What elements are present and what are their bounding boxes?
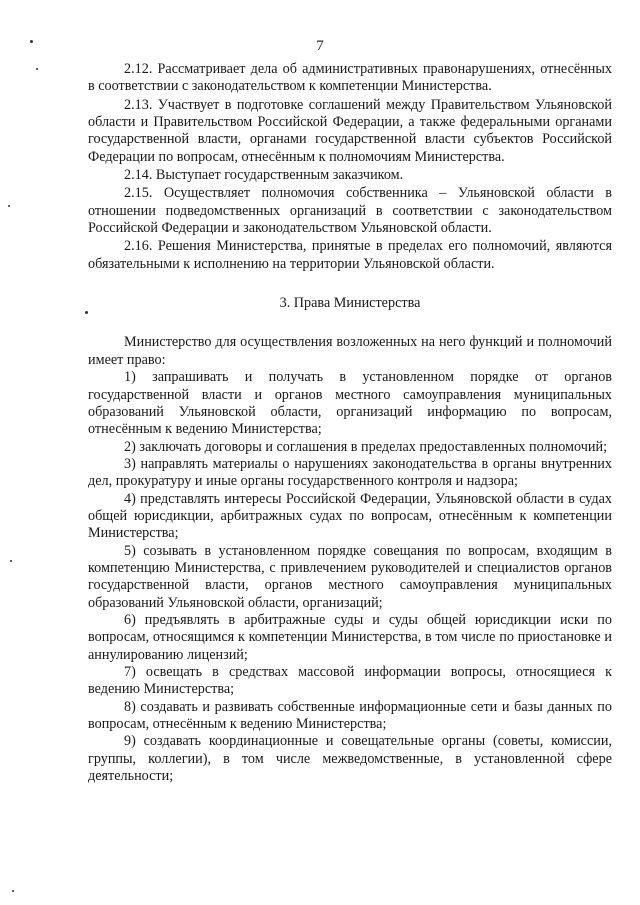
right-item-1: 1) запрашивать и получать в установленном порядке от органов государственной власти и органов местного самоуправления муниципальных образований Ульяновской области, организаций информацию по вопросам, отнесённым к ведению Министерства; [88,369,612,438]
right-item-8: 8) создавать и развивать собственные информационные сети и базы данных по вопросам, отнесённым к ведению Министерства; [88,698,612,733]
right-item-7: 7) освещать в средствах массовой информации вопросы, относящиеся к ведению Министерства; [88,664,612,698]
paragraph-2-16: 2.16. Решения Министерства, принятые в пределах его полномочий, являются обязательными к исполнению на территории Ульяновской области. [88,238,612,272]
right-item-6: 6) предъявлять в арбитражные суды и суды общей юрисдикции иски по вопросам, относящимся к компетенции Министерства, в том числе по приостановке и аннулированию лицензий; [88,611,612,663]
paragraph-2-13: 2.13. Участвует в подготовке соглашений между Правительством Ульяновской области и Правительством Российской Федерации, а также федеральными органами государственной власти, органами государственной власти субъектов Российской Федерации по вопросам, отнесённым к полномочиям Министерства. [88,96,612,165]
paragraph-2-15: 2.15. Осуществляет полномочия собственника – Ульяновской области в отношении подведомственных организаций в соответствии с законодательством Российской Федерации и законодательством Ульяновской области. [88,185,612,237]
right-item-4: 4) представлять интересы Российской Федерации, Ульяновской области в судах общей юрисдикции, арбитражных судах по вопросам, отнесённым к компетенции Министерства; [88,490,612,542]
right-item-2: 2) заключать договоры и соглашения в пределах предоставленных полномочий; [124,438,608,455]
document-body [88,61,612,785]
right-item-5: 5) созывать в установленном порядке совещания по вопросам, входящим в компетенцию Министерства, с привлечением руководителей и специалистов органов государственной власти, органов местного самоуправления муниципальных образований Ульяновской области, организаций; [88,542,612,611]
paragraph-2-14: 2.14. Выступает государственным заказчиком. [124,167,404,184]
right-item-9: 9) создавать координационные и совещательные органы (советы, комиссии, группы, коллегии), в том числе межведомственные, в установленной сфере деятельности; [88,733,612,785]
paragraph-2-12: 2.12. Рассматривает дела об административных правонарушениях, отнесённых в соответствии с законодательством к компетенции Министерства. [88,61,612,95]
right-item-3: 3) направлять материалы о нарушениях законодательства в органы внутренних дел, прокуратуру и иные органы государственного контроля и надзора; [88,455,612,490]
page-number: 7 [316,38,324,54]
section-heading: 3. Права Министерства [279,295,421,312]
rights-intro: Министерство для осуществления возложенных на него функций и полномочий имеет право: [88,334,612,368]
